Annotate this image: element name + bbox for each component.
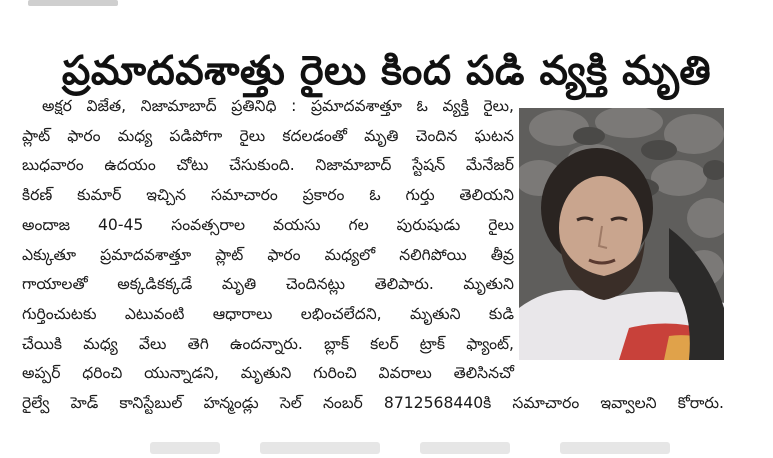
article-text	[22, 92, 724, 419]
body-line: గాయాలతో అక్కడికక్కడే మృతి చెందినట్లు తెలిపారు. మృతుని	[22, 275, 514, 294]
body-line: రైల్వే హెడ్ కానిస్టేబుల్ హన్మండ్లు సెల్ నంబర్ 8712568440కి సమాచారం ఇవ్వాలని కోరారు.	[22, 394, 724, 413]
masthead-fragment	[28, 0, 118, 6]
body-line: చేయికి మధ్య వేలు తెగి ఉందన్నారు. బ్లాక్ కలర్ ట్రాక్ ఫ్యాంట్,	[22, 334, 514, 353]
body-line: ప్లాట్ ఫారం మధ్య పడిపోగా రైలు కదలడంతో మృతి చెందిన ఘటన	[22, 126, 514, 145]
body-line: గుర్తించుటకు ఎటువంటి ఆధారాలు లభించలేదని, మృతుని కుడి	[22, 304, 514, 323]
body-line: అక్షర విజేత, నిజామాబాద్ ప్రతినిధి : ప్రమాదవశాత్తూ ఓ వ్యక్తి రైలు,	[42, 97, 514, 115]
article-photo	[519, 108, 724, 360]
body-line: అందాజ 40-45 సంవత్సరాల వయసు గల పురుషుడు రైలు	[22, 215, 514, 234]
article-headline: ప్రమాదవశాత్తు రైలు కింద పడి వ్యక్తి మృతి	[61, 47, 712, 94]
body-line: ఎక్కుతూ ప్రమాదవశాత్తూ ప్లాట్ ఫారం మధ్యలో నలిగిపోయి తీవ్ర	[22, 245, 514, 264]
next-article-fragment	[0, 428, 773, 458]
body-line: కిరణ్ కుమార్ ఇచ్చిన సమాచారం ప్రకారం ఓ గుర్తు తెలియని	[22, 186, 514, 205]
body-line: బుధవారం ఉదయం చోటు చేసుకుంది. నిజామాబాద్ స్టేషన్ మేనేజర్	[22, 156, 514, 175]
article-body	[16, 90, 758, 420]
body-line: అప్పర్ ధరించి యున్నాడని, మృతుని గురించి వివరాలు తెలిసినచో	[22, 364, 514, 383]
photo-illustration	[519, 108, 724, 360]
